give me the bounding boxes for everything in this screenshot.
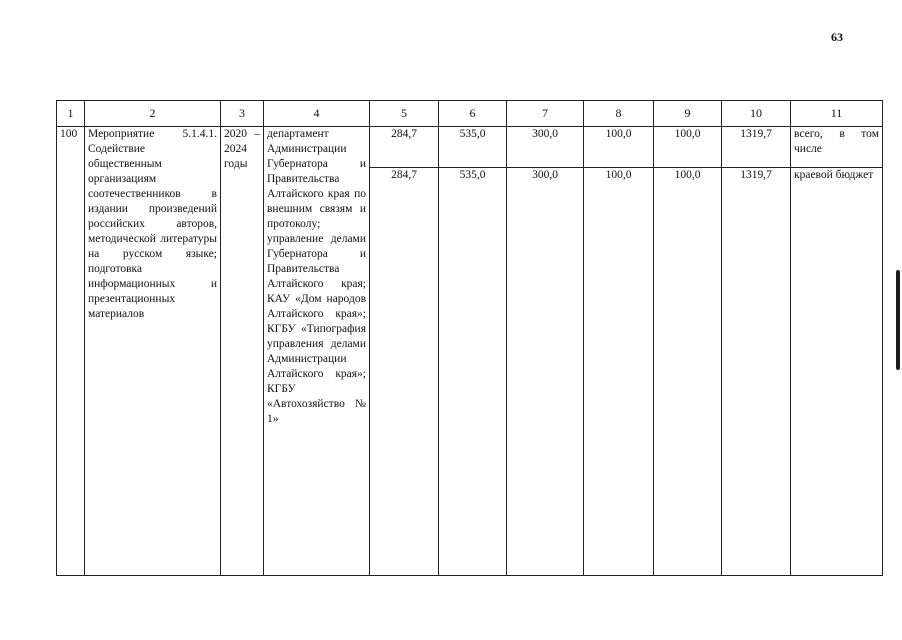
row-number: 100: [57, 127, 85, 576]
event-description: Мероприятие 5.1.4.1. Содействие общественным организациям соотечественников в издании произведений российских авторов, методической литературы на русском языке; подготовка информационных и презентационных материалов: [85, 127, 221, 576]
column-header: 1: [57, 101, 85, 127]
column-header: 2: [85, 101, 221, 127]
column-header: 3: [221, 101, 264, 127]
page-number: 63: [831, 30, 843, 44]
table-row: [57, 127, 883, 168]
binding-mark: [896, 270, 900, 370]
funding-total-cell: 300,0: [507, 127, 584, 168]
funding-regional-cell: 100,0: [654, 168, 722, 576]
funding-regional-cell: 1319,7: [722, 168, 791, 576]
funding-source-regional: краевой бюджет: [791, 168, 883, 576]
implementation-period: 2020 – 2024 годы: [221, 127, 264, 576]
funding-regional-cell: 284,7: [370, 168, 439, 576]
column-header: 10: [722, 101, 791, 127]
executors-list: департамент Администрации Губернатора и Правительства Алтайского края по внешним связям и протоколу; управление делами Губернатора и Правительства Алтайского края; КАУ «Дом народов Алтайского края»; КГБУ «Типография управления делами Администрации Алтайского края»; КГБУ «Автохозяйство № 1»: [264, 127, 370, 576]
funding-regional-cell: 100,0: [584, 168, 654, 576]
funding-total-cell: 100,0: [584, 127, 654, 168]
column-header: 6: [439, 101, 507, 127]
program-table: [56, 100, 883, 576]
funding-regional-cell: 300,0: [507, 168, 584, 576]
funding-source-total: всего, в том числе: [791, 127, 883, 168]
column-header: 11: [791, 101, 883, 127]
column-header: 8: [584, 101, 654, 127]
column-header: 7: [507, 101, 584, 127]
funding-total-cell: 284,7: [370, 127, 439, 168]
funding-regional-cell: 535,0: [439, 168, 507, 576]
funding-total-cell: 1319,7: [722, 127, 791, 168]
header-row: [57, 101, 883, 127]
funding-total-cell: 100,0: [654, 127, 722, 168]
column-header: 9: [654, 101, 722, 127]
column-header: 5: [370, 101, 439, 127]
funding-total-cell: 535,0: [439, 127, 507, 168]
column-header: 4: [264, 101, 370, 127]
